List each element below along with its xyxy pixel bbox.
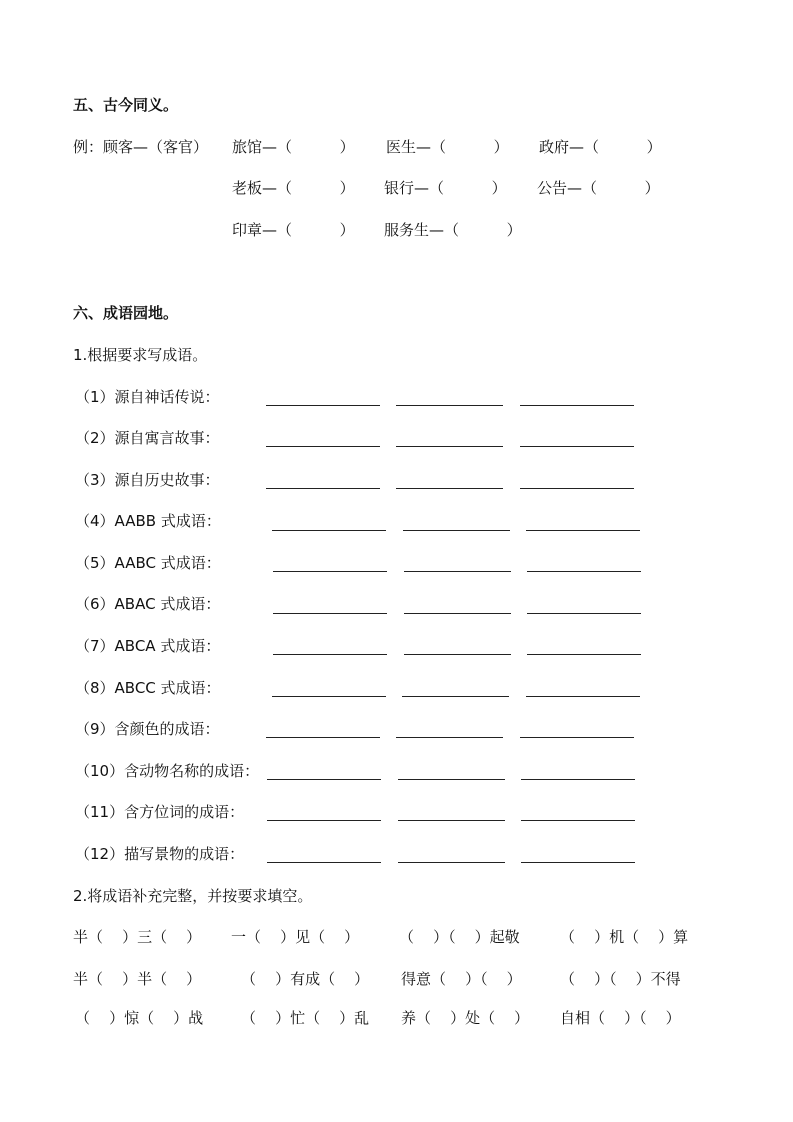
idiom-row-label: （3）源自历史故事： xyxy=(75,471,220,489)
answer-blank[interactable] xyxy=(396,405,503,406)
answer-blank[interactable] xyxy=(396,446,503,447)
answer-blank[interactable] xyxy=(520,737,634,738)
answer-blank[interactable] xyxy=(521,862,635,863)
answer-blank[interactable] xyxy=(404,571,511,572)
answer-blank[interactable] xyxy=(527,613,641,614)
answer-blank[interactable] xyxy=(527,654,641,655)
idiom-fill-item: （ ）（ ）起敬 xyxy=(399,928,520,946)
idiom-row-label: （4）AABB 式成语： xyxy=(75,512,221,530)
answer-blank[interactable] xyxy=(273,571,387,572)
synonym-item: 老板—（ ） xyxy=(232,179,355,197)
answer-blank[interactable] xyxy=(402,696,509,697)
answer-blank[interactable] xyxy=(404,613,511,614)
answer-blank[interactable] xyxy=(273,654,387,655)
idiom-fill-item: 半（ ）三（ ） xyxy=(73,928,202,946)
answer-blank[interactable] xyxy=(267,779,381,780)
idiom-row-label: （6）ABAC 式成语： xyxy=(75,595,221,613)
idiom-fill-item: 一（ ）见（ ） xyxy=(231,928,360,946)
idiom-fill-item: （ ）惊（ ）战 xyxy=(75,1009,204,1027)
answer-blank[interactable] xyxy=(272,530,386,531)
idiom-row-label: （12）描写景物的成语： xyxy=(75,845,245,863)
answer-blank[interactable] xyxy=(267,862,381,863)
answer-blank[interactable] xyxy=(266,488,380,489)
idiom-fill-item: 自相（ ）（ ） xyxy=(560,1009,681,1027)
part-2-title: 2.将成语补充完整，并按要求填空。 xyxy=(73,887,313,905)
idiom-row-label: （11）含方位词的成语： xyxy=(75,803,245,821)
answer-blank[interactable] xyxy=(398,820,505,821)
idiom-row-label: （8）ABCC 式成语： xyxy=(75,679,221,697)
synonym-item: 印章—（ ） xyxy=(232,221,355,239)
answer-blank[interactable] xyxy=(521,820,635,821)
answer-blank[interactable] xyxy=(396,737,503,738)
answer-blank[interactable] xyxy=(266,446,380,447)
answer-blank[interactable] xyxy=(526,696,640,697)
answer-blank[interactable] xyxy=(527,571,641,572)
answer-blank[interactable] xyxy=(526,530,640,531)
answer-blank[interactable] xyxy=(273,613,387,614)
answer-blank[interactable] xyxy=(403,530,510,531)
idiom-fill-item: 半（ ）半（ ） xyxy=(73,970,202,988)
idiom-row-label: （9）含颜色的成语： xyxy=(75,720,220,738)
synonym-item: 政府—（ ） xyxy=(539,138,662,156)
answer-blank[interactable] xyxy=(521,779,635,780)
part-1-title: 1.根据要求写成语。 xyxy=(73,346,208,364)
answer-blank[interactable] xyxy=(398,862,505,863)
answer-blank[interactable] xyxy=(398,779,505,780)
idiom-row-label: （5）AABC 式成语： xyxy=(75,554,221,572)
synonym-item: 旅馆—（ ） xyxy=(232,138,355,156)
idiom-row-label: （2）源自寓言故事： xyxy=(75,429,220,447)
idiom-row-label: （7）ABCA 式成语： xyxy=(75,637,221,655)
section-5-heading: 五、古今同义。 xyxy=(73,96,179,114)
answer-blank[interactable] xyxy=(520,446,634,447)
answer-blank[interactable] xyxy=(266,737,380,738)
idiom-fill-item: 得意（ ）（ ） xyxy=(401,970,522,988)
answer-blank[interactable] xyxy=(404,654,511,655)
idiom-fill-item: 养（ ）处（ ） xyxy=(401,1009,530,1027)
answer-blank[interactable] xyxy=(266,405,380,406)
answer-blank[interactable] xyxy=(272,696,386,697)
synonym-example: 例：顾客—（客官） xyxy=(73,138,209,156)
idiom-fill-item: （ ）忙（ ）乱 xyxy=(241,1009,370,1027)
synonym-item: 服务生—（ ） xyxy=(384,221,522,239)
synonym-item: 银行—（ ） xyxy=(384,179,507,197)
idiom-fill-item: （ ）（ ）不得 xyxy=(560,970,681,988)
idiom-row-label: （10）含动物名称的成语： xyxy=(75,762,260,780)
synonym-item: 医生—（ ） xyxy=(386,138,509,156)
answer-blank[interactable] xyxy=(267,820,381,821)
answer-blank[interactable] xyxy=(520,405,634,406)
section-6-heading: 六、成语园地。 xyxy=(73,304,179,322)
idiom-fill-item: （ ）有成（ ） xyxy=(241,970,370,988)
idiom-fill-item: （ ）机（ ）算 xyxy=(560,928,689,946)
synonym-item: 公告—（ ） xyxy=(537,179,660,197)
idiom-row-label: （1）源自神话传说： xyxy=(75,388,220,406)
answer-blank[interactable] xyxy=(396,488,503,489)
answer-blank[interactable] xyxy=(520,488,634,489)
